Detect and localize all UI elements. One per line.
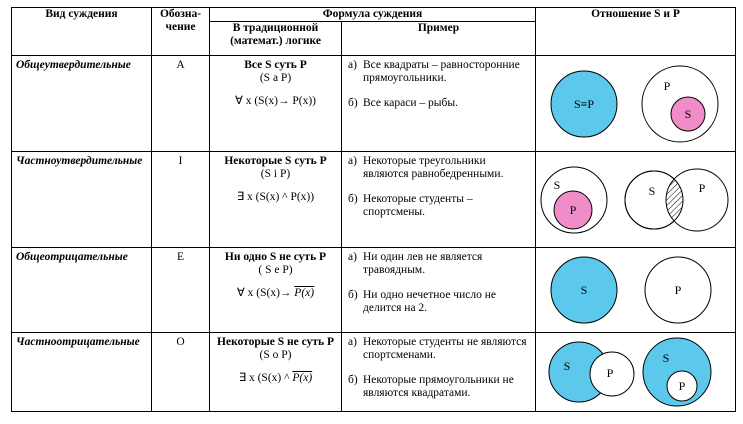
header-type: Вид суждения: [12, 8, 152, 56]
type-cell: Частноутвердительные: [12, 152, 152, 248]
formula-short: ( S e P): [258, 264, 293, 276]
example-text: Некоторые студенты не являются спортсменами.: [363, 336, 527, 361]
table-row: [12, 56, 736, 152]
label-s-outer: S: [662, 351, 669, 365]
example-mark: б): [348, 374, 358, 386]
euler-diagram-i: [537, 154, 735, 246]
formula-expr: ∀ x (S(x)→ P(x)): [234, 95, 316, 107]
example-item: [348, 155, 531, 181]
header-relation: Отношение S и P: [536, 8, 736, 56]
label-p-outer: P: [663, 78, 670, 93]
formula-short: (S i P): [260, 168, 291, 180]
example-mark: а): [348, 155, 357, 167]
examples-cell: [342, 248, 536, 333]
examples-cell: [342, 56, 536, 152]
formula-short: (S a P): [259, 72, 292, 84]
type-cell: Общеотрицательные: [12, 248, 152, 333]
label-s-equals-p: S≡P: [573, 96, 594, 111]
header-traditional: В традиционной (математ.) логике: [210, 22, 342, 56]
formula-expr: [210, 372, 341, 385]
diagram-cell: [536, 333, 736, 412]
formula-cell: [210, 333, 342, 412]
example-item: [348, 193, 531, 219]
euler-diagram-o: [537, 334, 735, 410]
header-formula: Формула суждения: [210, 8, 536, 22]
formula-expr-prefix: ∀ x (S(x)→: [236, 287, 292, 299]
examples-cell: [342, 152, 536, 248]
example-mark: б): [348, 97, 358, 109]
example-mark: а): [348, 251, 357, 263]
example-text: Все квадраты – равносторонние прямоугольники.: [363, 59, 520, 84]
label-p-right: P: [606, 366, 613, 380]
example-mark: б): [348, 289, 358, 301]
table-row: [12, 248, 736, 333]
type-cell: Частноотрицательные: [12, 333, 152, 412]
header-code-text: Обозна-чение: [159, 8, 202, 33]
formula-expr: [210, 287, 341, 300]
label-p: P: [674, 283, 681, 297]
example-item: [348, 374, 531, 400]
example-item: [348, 336, 531, 362]
code-cell: A: [152, 56, 210, 152]
label-s-left: S: [648, 183, 655, 198]
example-text: Некоторые прямоугольники не являются квадратами.: [363, 374, 514, 399]
formula-expr: ∃ x (S(x) ^ P(x)): [236, 191, 315, 203]
code-cell: I: [152, 152, 210, 248]
example-item: [348, 97, 531, 110]
example-item: [348, 59, 531, 85]
formula-cell: [210, 248, 342, 333]
example-item: [348, 251, 531, 277]
diagram-cell: [536, 248, 736, 333]
label-s-left: S: [563, 359, 570, 373]
example-text: Ни один лев не является травоядным.: [363, 251, 483, 276]
formula-expr-prefix: ∃ x (S(x) ^: [238, 372, 290, 384]
diagram-cell: [536, 56, 736, 152]
formula-name: Ни одно S не суть P: [224, 251, 327, 263]
judgment-table: [11, 7, 736, 412]
example-item: [348, 289, 531, 315]
euler-diagram-a: [537, 58, 735, 150]
header-code: [152, 8, 210, 56]
example-text: Некоторые студенты – спортсмены.: [363, 193, 473, 218]
example-mark: б): [348, 193, 358, 205]
formula-cell: [210, 152, 342, 248]
label-s-inner: S: [684, 106, 691, 121]
diagram-cell: [536, 152, 736, 248]
formula-short: (S o P): [259, 349, 292, 361]
example-text: Некоторые треугольники являются равнобедренными.: [363, 155, 504, 180]
label-s: S: [580, 283, 587, 297]
formula-cell: [210, 56, 342, 152]
code-cell: E: [152, 248, 210, 333]
formula-name: Некоторые S не суть P: [217, 336, 334, 348]
type-cell: Общеутвердительные: [12, 56, 152, 152]
code-cell: O: [152, 333, 210, 412]
label-p-inner: P: [569, 202, 576, 217]
formula-name: Некоторые S суть P: [224, 155, 327, 167]
formula-expr-negated: P(x): [292, 372, 313, 384]
example-text: Все караси – рыбы.: [363, 97, 458, 109]
formula-name: Все S суть P: [244, 59, 307, 71]
label-p-right: P: [698, 180, 705, 195]
example-mark: а): [348, 59, 357, 71]
header-example: Пример: [342, 22, 536, 56]
label-p-inner: P: [678, 379, 685, 393]
formula-expr-negated: P(x): [294, 287, 315, 299]
example-text: Ни одно нечетное число не делится на 2.: [363, 289, 496, 314]
euler-diagram-e: [537, 250, 735, 330]
table-row: [12, 333, 736, 412]
examples-cell: [342, 333, 536, 412]
label-s-outer: S: [553, 177, 560, 192]
example-mark: а): [348, 336, 357, 348]
table-row: [12, 152, 736, 248]
